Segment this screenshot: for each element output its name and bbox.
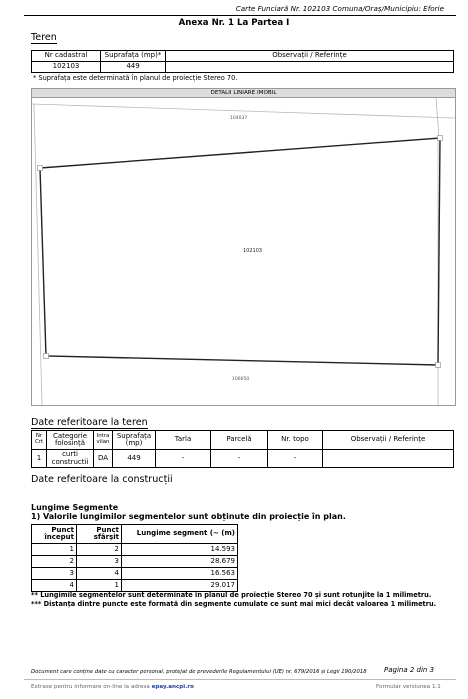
parcel-vertex-3 — [436, 363, 441, 368]
carte-funciara-header: Carte Funciară Nr. 102103 Comuna/Oraș/Municipiu: Eforie — [235, 4, 444, 13]
cell-suprafata: 449 — [113, 450, 156, 468]
cell-parcela: - — [211, 450, 268, 468]
col-parcela: Parcelă — [211, 431, 268, 450]
col-categorie: Categorie folosință — [47, 431, 94, 450]
col-suprafata: Suprafața (mp) — [113, 431, 156, 450]
col-suprafata: Suprafața (mp)* — [101, 51, 166, 62]
table-row: 3 4 16.563 — [32, 568, 238, 580]
footer-extras: Extrase pentru informare on-line la adresa epay.ancpi.ro — [31, 684, 194, 690]
col-intravilan: Intra vilan — [94, 431, 113, 450]
col-nr-topo: Nr. topo — [268, 431, 323, 450]
parcel-boundary — [40, 138, 440, 365]
segmente-heading: Lungime Segmente — [31, 503, 119, 512]
cell-tarla: - — [156, 450, 211, 468]
segmente-subheading: 1) Valorile lungimilor segmentelor sunt obținute din proiecție în plan. — [31, 512, 346, 521]
col-observatii: Observații / Referințe — [166, 51, 454, 62]
col-nr-crt: Nr Crt — [32, 431, 47, 450]
segmente-note-2: *** Distanța dintre puncte este formată din segmente cumulate ce sunt mai mici decât valoarea 1 milimetru. — [31, 600, 437, 608]
table-row: 1 2 14.593 — [32, 544, 238, 556]
cell-intravilan: DA — [94, 450, 113, 468]
plan-label-bottom: 106050 — [232, 377, 250, 382]
table-row: 2 3 28.679 — [32, 556, 238, 568]
page-title: Anexa Nr. 1 La Partea I — [178, 18, 290, 28]
neighbor-boundary-line — [34, 104, 42, 405]
cell-observatii — [166, 62, 454, 73]
col-tarla: Tarla — [156, 431, 211, 450]
cell-suprafata: 449 — [101, 62, 166, 73]
parcel-vertex-4 — [44, 354, 49, 359]
footer-divider — [24, 679, 456, 680]
col-nr-cadastral: Nr cadastral — [32, 51, 101, 62]
table-row: 4 1 29.017 — [32, 580, 238, 592]
section-constructii-heading: Date referitoare la construcții — [31, 474, 173, 485]
parcel-vertex-1 — [38, 166, 43, 171]
header-divider — [24, 15, 456, 16]
col-punct-sfarsit: Punct sfârșit — [77, 525, 122, 544]
section-date-teren-heading: Date referitoare la teren — [31, 417, 148, 428]
teren-table — [31, 50, 454, 73]
neighbor-boundary-line — [436, 98, 439, 138]
epay-link[interactable]: epay.ancpi.ro — [151, 684, 194, 690]
plan-box — [31, 88, 456, 406]
col-observatii: Observații / Referințe — [323, 431, 454, 450]
cell-nr-cadastral: 102103 — [32, 62, 101, 73]
page-number: Pagina 2 din 3 — [384, 666, 435, 674]
col-lungime-segment: Lungime segment (~ (m) — [122, 525, 238, 544]
parcel-vertex-2 — [438, 136, 443, 141]
cell-observatii — [323, 450, 454, 468]
cell-nr-topo: - — [268, 450, 323, 468]
plan-title: DETALII LINIARE IMOBIL — [32, 89, 455, 98]
plan-label-top: 104037 — [230, 116, 248, 121]
teren-footnote: * Suprafața este determinată în planul de proiecție Stereo 70. — [33, 74, 238, 82]
col-punct-inceput: Punct început — [32, 525, 77, 544]
segmente-table — [31, 524, 238, 592]
footer-disclaimer: Document care conține date cu caracter personal, protejat de prevederile Regulamentului (UE) nr. 679/2016 și Legii 190/2018 — [31, 669, 367, 675]
date-teren-table — [31, 430, 454, 468]
segmente-note-1: ** Lungimile segmentelor sunt determinate în planul de proiecție Stereo 70 și sunt rotunjite la 1 milimetru. — [31, 591, 432, 599]
section-teren-heading: Teren — [31, 32, 57, 43]
plan-label-center: 102103 — [243, 248, 263, 254]
cell-categorie: curti constructii — [47, 450, 94, 468]
form-version: Formular versiunea 1.1 — [376, 684, 441, 690]
cell-nr-crt: 1 — [32, 450, 47, 468]
